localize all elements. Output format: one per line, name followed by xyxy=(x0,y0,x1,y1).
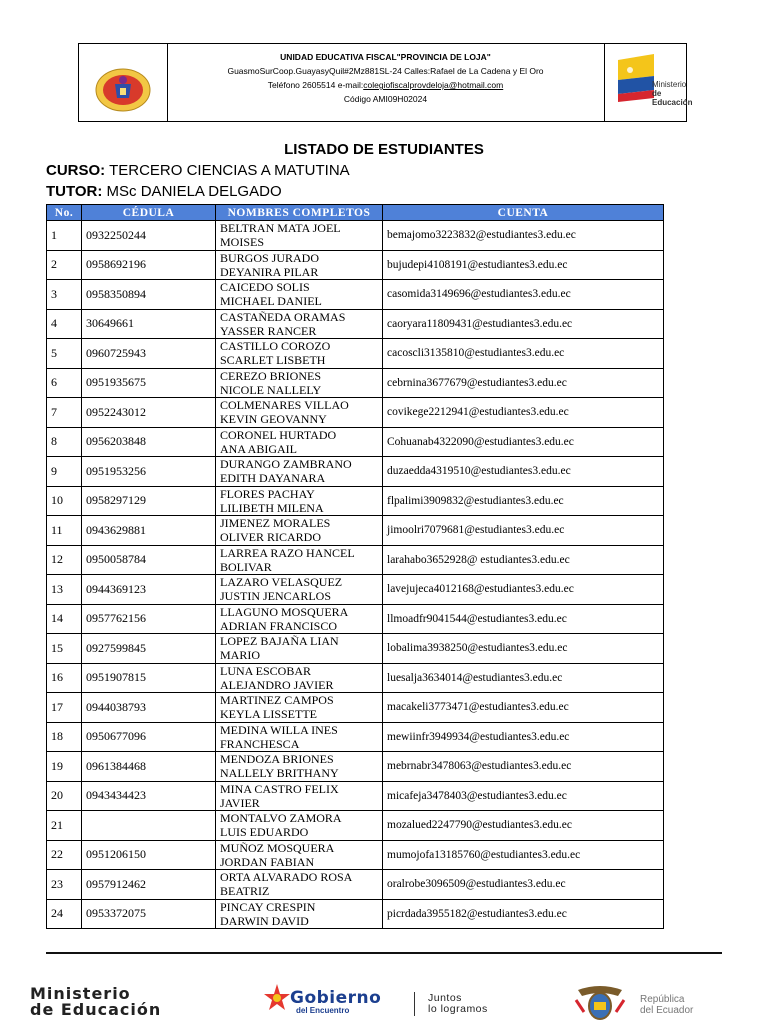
row-full-name: MENDOZA BRIONES NALLELY BRITHANY xyxy=(216,752,383,782)
row-cedula: 0932250244 xyxy=(82,221,216,251)
coat-of-arms-icon xyxy=(570,982,630,1022)
tutor-value: MSc DANIELA DELGADO xyxy=(102,183,282,200)
row-full-name: LOPEZ BAJAÑA LIAN MARIO xyxy=(216,634,383,664)
row-account: Cohuanab4322090@estudiantes3.edu.ec xyxy=(383,427,664,457)
students-table xyxy=(46,204,664,929)
row-full-name: CAICEDO SOLIS MICHAEL DANIEL xyxy=(216,280,383,310)
row-cedula: 0958297129 xyxy=(82,486,216,516)
row-cedula: 0958692196 xyxy=(82,250,216,280)
school-info xyxy=(167,44,605,121)
row-cedula: 0957762156 xyxy=(82,604,216,634)
row-full-name: DURANGO ZAMBRANO EDITH DAYANARA xyxy=(216,457,383,487)
row-account: luesalja3634014@estudiantes3.edu.ec xyxy=(383,663,664,693)
table-row xyxy=(47,309,664,339)
row-full-name: BURGOS JURADO DEYANIRA PILAR xyxy=(216,250,383,280)
row-full-name: CASTAÑEDA ORAMAS YASSER RANCER xyxy=(216,309,383,339)
table-row xyxy=(47,693,664,723)
row-cedula: 0944369123 xyxy=(82,575,216,605)
table-row xyxy=(47,811,664,841)
row-full-name: COLMENARES VILLAO KEVIN GEOVANNY xyxy=(216,398,383,428)
row-full-name: FLORES PACHAY LILIBETH MILENA xyxy=(216,486,383,516)
row-cedula: 0961384468 xyxy=(82,752,216,782)
row-number: 21 xyxy=(47,811,82,841)
row-number: 15 xyxy=(47,634,82,664)
row-number: 4 xyxy=(47,309,82,339)
ministry-name: Ministerio de Educación xyxy=(652,80,693,107)
row-number: 2 xyxy=(47,250,82,280)
row-account: cacoscli3135810@estudiantes3.edu.ec xyxy=(383,339,664,369)
row-number: 20 xyxy=(47,781,82,811)
row-full-name: MINA CASTRO FELIX JAVIER xyxy=(216,781,383,811)
row-number: 23 xyxy=(47,870,82,900)
footer-divider xyxy=(46,952,722,954)
row-full-name: BELTRAN MATA JOEL MOISES xyxy=(216,221,383,251)
header-full-name: NOMBRES COMPLETOS xyxy=(216,205,383,221)
tutor-line xyxy=(46,183,282,200)
table-row xyxy=(47,575,664,605)
row-account: casomida3149696@estudiantes3.edu.ec xyxy=(383,280,664,310)
table-row xyxy=(47,545,664,575)
row-number: 13 xyxy=(47,575,82,605)
table-row xyxy=(47,781,664,811)
row-account: larahabo3652928@ estudiantes3.edu.ec xyxy=(383,545,664,575)
footer-republic-logo xyxy=(570,982,740,1022)
table-row xyxy=(47,634,664,664)
row-number: 22 xyxy=(47,840,82,870)
row-full-name: MARTINEZ CAMPOS KEYLA LISSETTE xyxy=(216,693,383,723)
course-label: CURSO: xyxy=(46,162,106,179)
row-account: mumojofa13185760@estudiantes3.edu.ec xyxy=(383,840,664,870)
row-full-name: ORTA ALVARADO ROSA BEATRIZ xyxy=(216,870,383,900)
header-account: CUENTA xyxy=(383,205,664,221)
table-row xyxy=(47,870,664,900)
row-cedula xyxy=(82,811,216,841)
row-cedula: 0950058784 xyxy=(82,545,216,575)
row-number: 6 xyxy=(47,368,82,398)
table-row xyxy=(47,840,664,870)
school-crest-icon xyxy=(93,64,153,114)
row-cedula: 0944038793 xyxy=(82,693,216,723)
course-value: TERCERO CIENCIAS A MATUTINA xyxy=(105,162,350,179)
row-full-name: LUNA ESCOBAR ALEJANDRO JAVIER xyxy=(216,663,383,693)
school-contact xyxy=(167,78,604,92)
table-row xyxy=(47,221,664,251)
table-row xyxy=(47,457,664,487)
row-cedula: 0960725943 xyxy=(82,339,216,369)
school-name: UNIDAD EDUCATIVA FISCAL"PROVINCIA DE LOJA" xyxy=(280,52,491,62)
table-row xyxy=(47,368,664,398)
row-account: bemajomo3223832@estudiantes3.edu.ec xyxy=(383,221,664,251)
footer-ministry-logo: Ministerio de Educación xyxy=(30,984,162,1019)
row-cedula: 0958350894 xyxy=(82,280,216,310)
header-number: No. xyxy=(47,205,82,221)
school-address: GuasmoSurCoop.GuayasyQuil#2Mz881SL-24 Calles:Rafael de La Cadena y El Oro xyxy=(227,66,544,76)
table-row xyxy=(47,398,664,428)
row-full-name: CEREZO BRIONES NICOLE NALLELY xyxy=(216,368,383,398)
row-cedula: 0943434423 xyxy=(82,781,216,811)
footer-government-logo: Gobierno del Encuentro Juntos lo logramos xyxy=(262,980,532,1020)
row-full-name: CASTILLO COROZO SCARLET LISBETH xyxy=(216,339,383,369)
table-row xyxy=(47,280,664,310)
school-code: Código AMI09H02024 xyxy=(343,94,428,104)
school-logo-cell xyxy=(79,44,168,121)
school-phone: Teléfono 2605514 e-mail: xyxy=(267,80,364,90)
row-account: mozalued2247790@estudiantes3.edu.ec xyxy=(383,811,664,841)
row-account: cebrnina3677679@estudiantes3.edu.ec xyxy=(383,368,664,398)
row-number: 3 xyxy=(47,280,82,310)
row-cedula: 0953372075 xyxy=(82,899,216,929)
row-full-name: MUÑOZ MOSQUERA JORDAN FABIAN xyxy=(216,840,383,870)
row-account: picrdada3955182@estudiantes3.edu.ec xyxy=(383,899,664,929)
row-full-name: PINCAY CRESPIN DARWIN DAVID xyxy=(216,899,383,929)
table-row xyxy=(47,663,664,693)
row-account: micafeja3478403@estudiantes3.edu.ec xyxy=(383,781,664,811)
row-account: jimoolri7079681@estudiantes3.edu.ec xyxy=(383,516,664,546)
school-email-link[interactable]: colegiofiscalprovdeloja@hotmail.com xyxy=(363,80,504,90)
row-full-name: CORONEL HURTADO ANA ABIGAIL xyxy=(216,427,383,457)
row-account: covikege2212941@estudiantes3.edu.ec xyxy=(383,398,664,428)
row-number: 7 xyxy=(47,398,82,428)
row-account: bujudepi4108191@estudiantes3.edu.ec xyxy=(383,250,664,280)
table-row xyxy=(47,752,664,782)
table-header-row xyxy=(47,205,664,221)
row-account: duzaedda4319510@estudiantes3.edu.ec xyxy=(383,457,664,487)
table-row xyxy=(47,516,664,546)
header-cedula: CÉDULA xyxy=(82,205,216,221)
row-cedula: 0951907815 xyxy=(82,663,216,693)
row-account: flpalimi3909832@estudiantes3.edu.ec xyxy=(383,486,664,516)
row-account: mewiinfr3949934@estudiantes3.edu.ec xyxy=(383,722,664,752)
table-body xyxy=(47,221,664,929)
row-number: 5 xyxy=(47,339,82,369)
row-full-name: LARREA RAZO HANCEL BOLIVAR xyxy=(216,545,383,575)
row-cedula: 30649661 xyxy=(82,309,216,339)
row-cedula: 0950677096 xyxy=(82,722,216,752)
row-number: 12 xyxy=(47,545,82,575)
row-full-name: LAZARO VELASQUEZ JUSTIN JENCARLOS xyxy=(216,575,383,605)
table-row xyxy=(47,339,664,369)
row-number: 17 xyxy=(47,693,82,723)
row-account: caoryara11809431@estudiantes3.edu.ec xyxy=(383,309,664,339)
table-row xyxy=(47,250,664,280)
row-full-name: MONTALVO ZAMORA LUIS EDUARDO xyxy=(216,811,383,841)
row-account: macakeli3773471@estudiantes3.edu.ec xyxy=(383,693,664,723)
row-cedula: 0951206150 xyxy=(82,840,216,870)
row-cedula: 0952243012 xyxy=(82,398,216,428)
row-account: mebrnabr3478063@estudiantes3.edu.ec xyxy=(383,752,664,782)
row-full-name: JIMENEZ MORALES OLIVER RICARDO xyxy=(216,516,383,546)
row-account: lobalima3938250@estudiantes3.edu.ec xyxy=(383,634,664,664)
row-number: 24 xyxy=(47,899,82,929)
republic-name: República del Ecuador xyxy=(640,994,694,1016)
row-number: 9 xyxy=(47,457,82,487)
table-row xyxy=(47,899,664,929)
row-account: oralrobe3096509@estudiantes3.edu.ec xyxy=(383,870,664,900)
row-account: lavejujeca4012168@estudiantes3.edu.ec xyxy=(383,575,664,605)
government-star-icon xyxy=(262,982,292,1016)
row-number: 19 xyxy=(47,752,82,782)
letterhead xyxy=(78,43,693,122)
row-number: 1 xyxy=(47,221,82,251)
row-number: 8 xyxy=(47,427,82,457)
course-line xyxy=(46,162,350,179)
table-row xyxy=(47,604,664,634)
ministry-logo-cell xyxy=(606,44,693,121)
table-row xyxy=(47,486,664,516)
table-row xyxy=(47,722,664,752)
row-cedula: 0951935675 xyxy=(82,368,216,398)
row-cedula: 0927599845 xyxy=(82,634,216,664)
row-full-name: MEDINA WILLA INES FRANCHESCA xyxy=(216,722,383,752)
row-cedula: 0956203848 xyxy=(82,427,216,457)
row-number: 11 xyxy=(47,516,82,546)
row-cedula: 0943629881 xyxy=(82,516,216,546)
row-cedula: 0957912462 xyxy=(82,870,216,900)
government-slogan: Juntos lo logramos xyxy=(428,992,488,1015)
row-number: 18 xyxy=(47,722,82,752)
row-full-name: LLAGUNO MOSQUERA ADRIAN FRANCISCO xyxy=(216,604,383,634)
row-cedula: 0951953256 xyxy=(82,457,216,487)
row-account: llmoadfr9041544@estudiantes3.edu.ec xyxy=(383,604,664,634)
document-title: LISTADO DE ESTUDIANTES xyxy=(284,141,484,158)
row-number: 14 xyxy=(47,604,82,634)
table-row xyxy=(47,427,664,457)
row-number: 16 xyxy=(47,663,82,693)
row-number: 10 xyxy=(47,486,82,516)
tutor-label: TUTOR: xyxy=(46,183,103,200)
